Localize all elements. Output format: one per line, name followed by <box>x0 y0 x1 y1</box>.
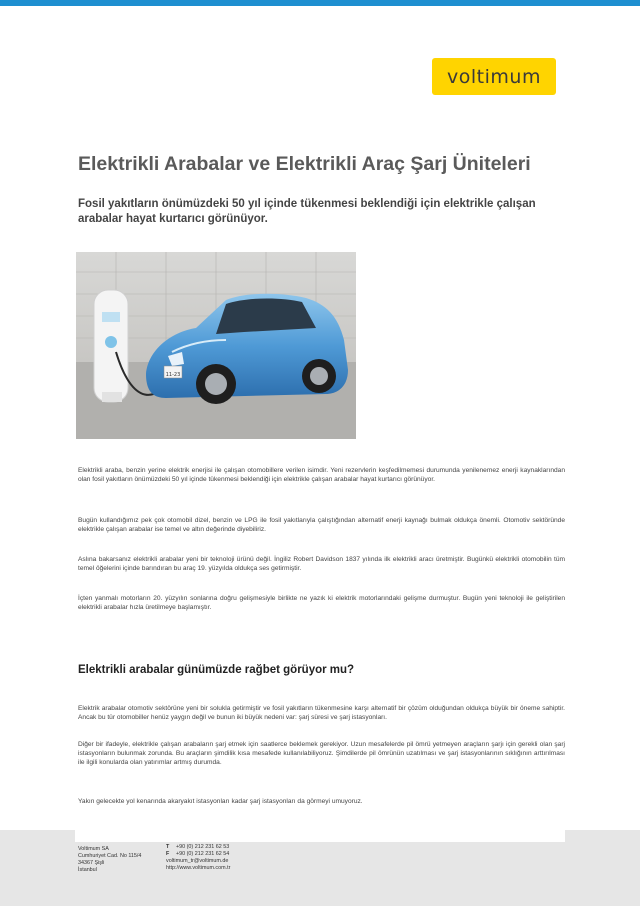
fax-label: F <box>166 851 170 857</box>
footer-divider-strip <box>75 830 565 842</box>
footer-city: İstanbul <box>78 867 97 873</box>
footer-phone: +90 (0) 212 231 62 53 <box>176 844 230 850</box>
top-accent-bar <box>0 0 640 6</box>
car-illustration <box>76 252 356 439</box>
footer-company: Voltimum SA <box>78 846 109 852</box>
footer-address <box>78 846 141 874</box>
logo-text: voltimum <box>447 65 541 88</box>
license-plate: 11-23 <box>165 372 181 378</box>
section-paragraph-2: Diğer bir ifadeyle, elektrikle çalışan arabaların şarj etmek için saatlerce beklemek gerekiyor. Uzun mesafelerde pil ömrü yetmeyen araçların şarjı için gerekli olan şarj istasyonların bulunmak zorunda. Bu araçların şimdilik kısa mesafede kullanılabiliyoruz. Şimdilerde pil ömrünün uzatılması ve şarj istasyonlarının sıklığının arttırılması ile ilgili konularda olan yatırımlar artmış durumda. <box>78 741 565 766</box>
footer-phone-row <box>166 844 230 851</box>
footer-district: 34367 Şişli <box>78 860 105 866</box>
section-paragraph-1: Elektrik arabalar otomotiv sektörüne yeni bir solukla getirmiştir ve fosil yakıtların tükenmesine karşı alternatif bir çözüm olduğundan oldukça büyük bir öneme sahiptir. Ancak bu tür otomobiller henüz yaygın değil ve bunun iki büyük nedeni var: şarj süresi ve şarj istasyonları. <box>78 705 565 721</box>
article-paragraph-3: Aslına bakarsanız elektrikli arabalar yeni bir teknoloji ürünü değil. İngiliz Robert Davidson 1837 yılında ilk elektrikli aracı üretmiştir. Bugünkü elektrikli otomobilin tüm temel öğelerini içinde barındıran bu araç 19. yüzyılda oldukça ses getirmiştir. <box>78 556 565 572</box>
footer-contact <box>166 844 230 872</box>
footer-fax-row <box>166 851 230 858</box>
footer-email[interactable]: voltimum_tr@voltimum.de <box>166 858 229 864</box>
phone-label: T <box>166 844 170 850</box>
voltimum-logo <box>432 58 556 95</box>
article-title: Elektrikli Arabalar ve Elektrikli Araç Şarj Üniteleri <box>78 153 531 175</box>
charging-station <box>94 290 128 402</box>
article-paragraph-4: İçten yanmalı motorların 20. yüzyılın sonlarına doğru gelişmesiyle birlikte ne yazık ki elektrik motorlarındaki gelişme durmuştur. Bugün yeni teknoloji ile geliştirilen elektrikli arabalar hızla üretilmeye başlamıştır. <box>78 595 565 611</box>
footer-fax: +90 (0) 212 231 62 54 <box>176 851 230 857</box>
section-paragraph-3: Yakın gelecekte yol kenarında akaryakıt istasyonları kadar şarj istasyonları da görmeyi umuyoruz. <box>78 798 363 805</box>
electric-car-charging-photo <box>76 252 356 439</box>
section-heading: Elektrikli arabalar günümüzde rağbet görüyor mu? <box>78 664 355 676</box>
footer-street: Cumhuriyet Cad. No 115/4 <box>78 853 142 859</box>
article-paragraph-1: Elektrikli araba, benzin yerine elektrik enerjisi ile çalışan otomobillere verilen isimdir. Yeni rezervlerin keşfedilmemesi durumunda yenilenemez enerji kaynaklarından olan fosil yakıtların önümüzdeki 50 yıl içinde tükenmesi beklendiği için elektrikle çalışan arabalar hayat kurtarıcı görünüyor. <box>78 467 565 483</box>
footer-website-link[interactable]: http://www.voltimum.com.tr <box>166 865 231 871</box>
article-paragraph-2: Bugün kullandığımız pek çok otomobil dizel, benzin ve LPG ile fosil yakıtlarıyla çalıştığından alternatif enerji kaynağı bulmak oldukça önemli. Otomotiv sektöründe elektrikle çalışan arabalar ise temel ve altın değerinde diyebiliriz. <box>78 517 565 533</box>
article-subtitle: Fosil yakıtların önümüzdeki 50 yıl içinde tükenmesi beklendiği için elektrikle çalışan arabalar hayat kurtarıcı görünüyor. <box>78 198 536 225</box>
